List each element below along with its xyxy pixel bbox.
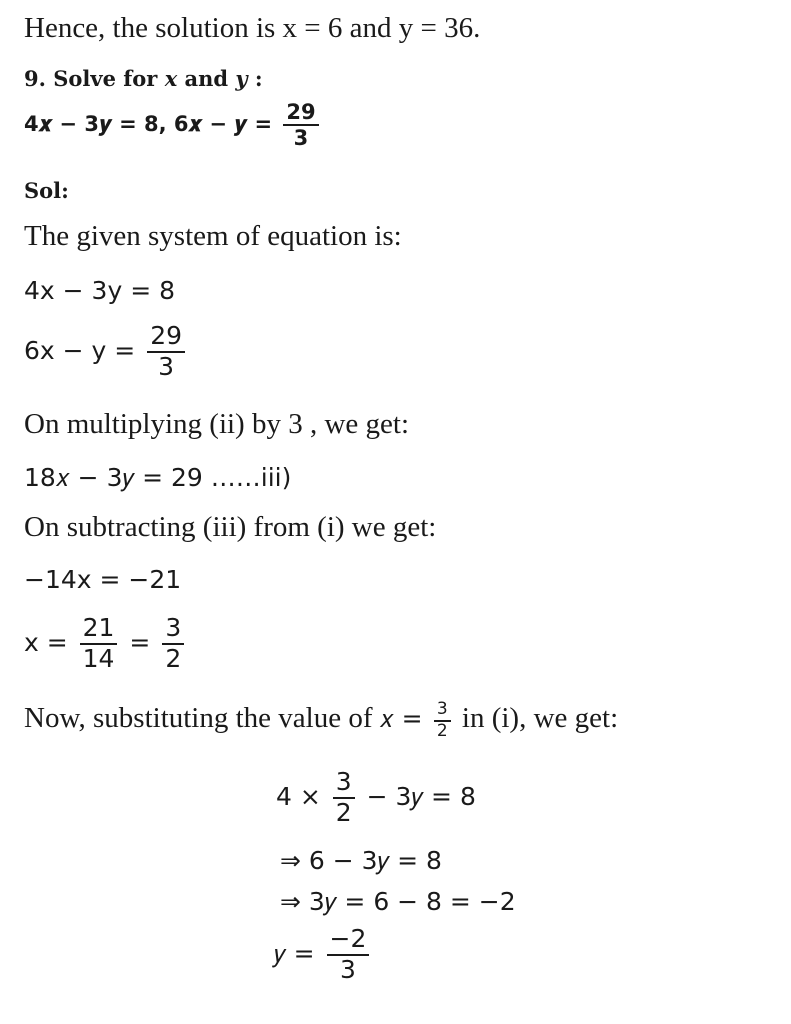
fraction-denominator: 2: [335, 797, 352, 827]
question-eq-left: 4𝒙 − 3𝒚 = 8, 6𝒙 − 𝒚 =: [24, 112, 273, 137]
equation-2-left: 6x − y =: [24, 335, 136, 365]
step-4-left: 𝑦 =: [274, 938, 315, 968]
step-4-fraction: [327, 925, 370, 985]
step-1-fraction: [333, 768, 355, 828]
given-text: The given system of equation is:: [24, 220, 402, 252]
fraction-numerator: 3: [434, 700, 451, 722]
solution-line: Hence, the solution is x = 6 and y = 36.: [24, 12, 481, 44]
question-var-y: y: [235, 66, 248, 91]
equation-1: 4x − 3y = 8: [24, 276, 175, 305]
equation-2-fraction: [147, 322, 185, 382]
question-var-x: x: [164, 66, 178, 91]
fraction-denominator: 3: [340, 954, 356, 984]
substitute-pre: Now, substituting the value of: [24, 702, 380, 735]
step-1: [276, 768, 476, 828]
fraction-numerator: 21: [80, 614, 118, 645]
equation-4: −14x = −21: [24, 565, 182, 594]
subtract-text: On subtracting (iii) from (i) we get:: [24, 511, 437, 543]
fraction-numerator: −2: [327, 925, 370, 956]
fraction-numerator: 3: [162, 614, 184, 645]
step-3: ⇒ 3𝑦 = 6 − 8 = −2: [280, 887, 516, 916]
question-heading: [24, 66, 263, 91]
equation-3: 18𝑥 − 3𝑦 = 29 ……iii): [24, 463, 292, 492]
fraction-denominator: 3: [293, 126, 309, 151]
step-1-left: 4 ×: [276, 781, 321, 811]
fraction-numerator: 29: [147, 322, 185, 353]
x-left: x =: [24, 627, 68, 657]
question-equations: [24, 100, 323, 150]
fraction-denominator: 14: [82, 643, 115, 673]
substitute-var: 𝑥 =: [379, 704, 423, 734]
step-2: ⇒ 6 − 3𝑦 = 8: [280, 846, 442, 875]
question-fraction: [283, 100, 318, 150]
multiply-text: On multiplying (ii) by 3 , we get:: [24, 408, 410, 440]
question-label: 9. Solve for: [24, 66, 165, 91]
fraction-denominator: 2: [436, 720, 448, 741]
fraction-numerator: 3: [333, 768, 355, 799]
substitute-line: [24, 700, 618, 741]
x-fraction-1: [80, 614, 118, 674]
question-colon: :: [247, 66, 263, 91]
x-solution: [24, 614, 188, 674]
substitute-fraction: [434, 700, 451, 741]
x-equals: =: [129, 627, 151, 657]
fraction-denominator: 2: [165, 643, 182, 673]
question-and: and: [177, 66, 236, 91]
fraction-denominator: 3: [158, 351, 175, 381]
sol-label: Sol:: [24, 178, 69, 203]
x-fraction-2: [162, 614, 184, 674]
step-1-right: − 3𝑦 = 8: [366, 781, 476, 811]
equation-2: [24, 322, 189, 382]
fraction-numerator: 29: [283, 100, 318, 126]
substitute-post: in (i), we get:: [454, 702, 619, 735]
step-4: [274, 925, 373, 985]
